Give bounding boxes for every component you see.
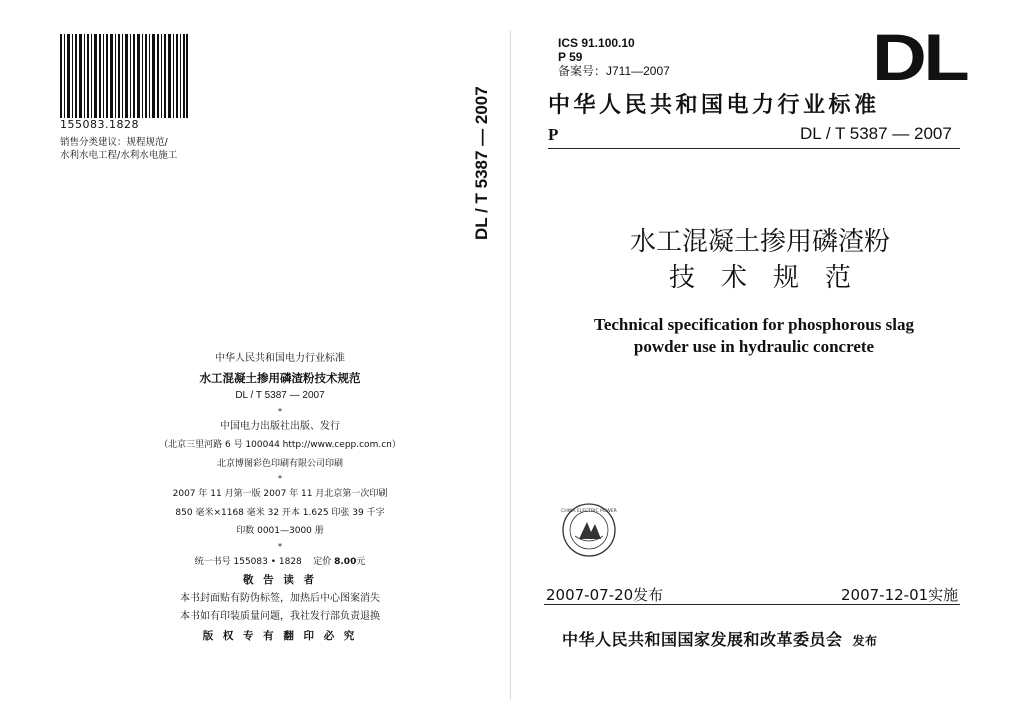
effective-date: 2007-12-01实施 [841, 586, 959, 604]
issue-date: 2007-07-20发布 [546, 586, 664, 604]
dl-logo: DL [872, 20, 967, 94]
imprint-book-number: 统一书号 155083 • 1828 [194, 556, 302, 567]
price-label: 定价 [313, 556, 332, 567]
classification-block [558, 36, 670, 78]
imprint-edition: 2007 年 11 月第一版 2007 年 11 月北京第一次印刷 [172, 489, 388, 499]
page-divider [510, 30, 511, 700]
title-cn-line2: 技术规范 [668, 263, 877, 293]
footer-rule [544, 604, 960, 605]
imprint-print-run: 印数 0001—3000 册 [236, 526, 324, 536]
document-title-en [548, 314, 960, 358]
issuer-suffix: 发布 [852, 634, 878, 648]
sales-category-line: 水利水电工程/水利水电施工 [60, 150, 178, 161]
title-cn-line1: 水工混凝土掺用磷渣粉 [629, 227, 890, 257]
imprint-block [130, 350, 430, 645]
issuer-name: 中华人民共和国国家发展和改革委员会 [562, 630, 843, 649]
spine-code: DL / T 5387 — 2007 [472, 86, 491, 240]
filing-number: 备案号：J711—2007 [558, 64, 670, 78]
price-unit: 元 [356, 556, 366, 567]
document-title-cn [560, 224, 960, 296]
imprint-format: 850 毫米×1168 毫米 32 开本 1.625 印张 39 千字 [175, 507, 385, 518]
price-value: 8.00 [334, 556, 357, 567]
title-en-line1: Technical specification for phosphorous slag [594, 315, 914, 334]
barcode [60, 34, 188, 118]
class-code: P 59 [558, 50, 583, 64]
imprint-separator: * [278, 541, 282, 551]
sales-category [60, 136, 177, 162]
notice-line: 本书封面贴有防伪标签，加热后中心图案消失 [180, 592, 380, 604]
imprint-separator: * [278, 474, 282, 483]
p-code: P [548, 125, 559, 144]
imprint-separator: * [278, 406, 282, 416]
barcode-number: 155083.1828 [60, 118, 139, 131]
sales-category-line: 销售分类建议：规程规范/ [60, 137, 168, 148]
issuer [562, 627, 878, 650]
imprint-series: 中华人民共和国电力行业标准 [215, 353, 345, 364]
header-rule [548, 148, 960, 149]
standard-series-title: 中华人民共和国电力行业标准 [548, 92, 880, 118]
svg-text:CHINA ELECTRIC POWER: CHINA ELECTRIC POWER [561, 509, 617, 514]
imprint-book-number-line [130, 553, 430, 572]
imprint-code: DL / T 5387 — 2007 [235, 390, 325, 401]
notice-title: 敬 告 读 者 [243, 574, 317, 586]
title-en-line2: powder use in hydraulic concrete [633, 337, 875, 356]
spine [460, 55, 500, 245]
publisher-seal-icon [561, 502, 617, 558]
ics-code: ICS 91.100.10 [558, 36, 635, 50]
imprint-title: 水工混凝土掺用磷渣粉技术规范 [199, 370, 361, 385]
imprint-address: （北京三里河路 6 号 100044 http://www.cepp.com.cn） [159, 440, 401, 450]
standard-number: DL / T 5387 — 2007 [800, 124, 952, 143]
rights-notice: 版 权 专 有 翻 印 必 究 [202, 629, 358, 642]
imprint-printer: 北京博图彩色印刷有限公司印刷 [216, 458, 343, 469]
notice-line: 本书如有印装质量问题，我社发行部负责退换 [180, 611, 380, 622]
imprint-publisher: 中国电力出版社出版、发行 [220, 420, 340, 432]
